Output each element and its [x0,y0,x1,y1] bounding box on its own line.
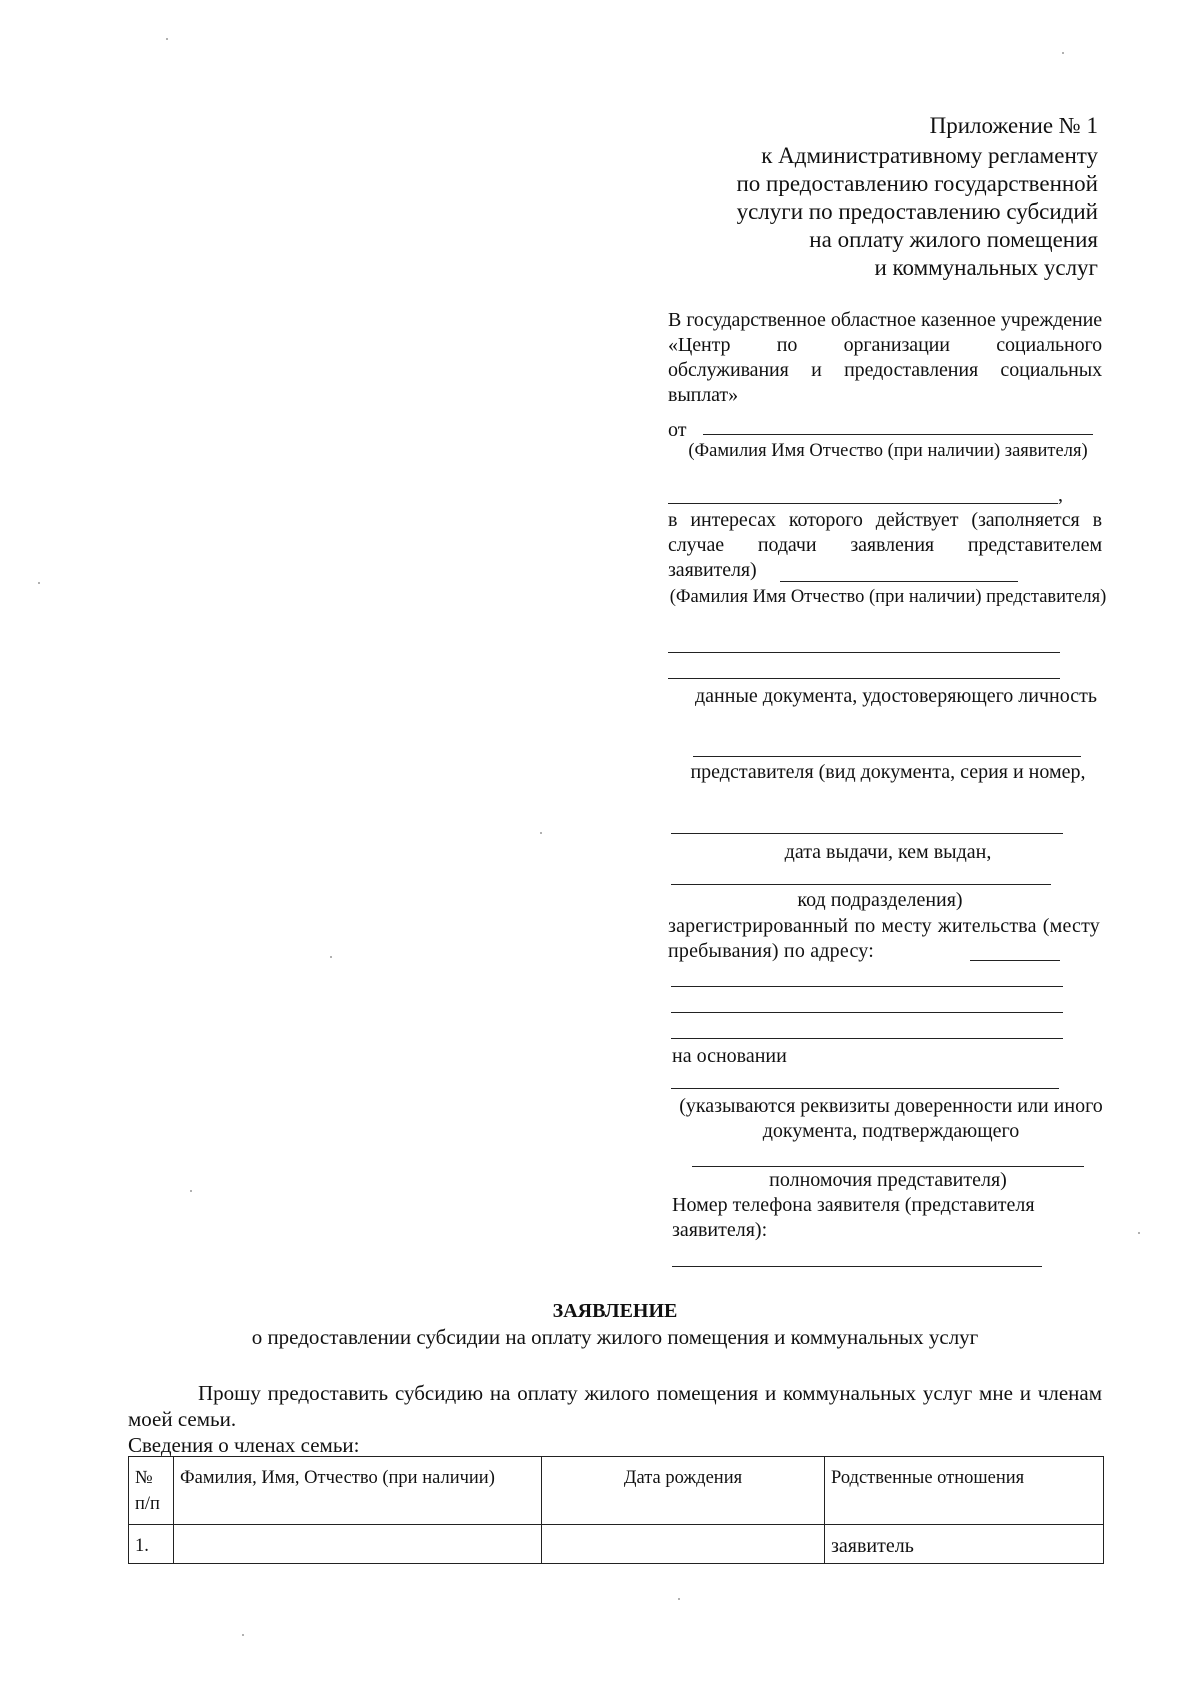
document-subtitle: о предоставлении субсидии на оплату жилого помещения и коммунальных услуг [251,1325,979,1349]
recipient-organization: В государственное областное казенное учреждение «Центр по организации социального обслуживания и предоставления социальных выплат» [668,309,1102,406]
scan-speck [678,1598,680,1600]
basis-field-2[interactable] [692,1166,1084,1167]
id-document-field[interactable] [668,678,1060,679]
scan-speck [1062,52,1064,54]
table-header-row [129,1457,1104,1525]
scan-speck [38,582,40,584]
representative-name-field-2[interactable] [668,652,1060,653]
table-row [129,1525,1104,1564]
representative-name-hint: (Фамилия Имя Отчество (при наличии) представителя) [669,587,1107,607]
address-field-3[interactable] [671,1012,1063,1013]
representative-name-field[interactable] [780,581,1018,582]
header-line: и коммунальных услуг [874,255,1098,280]
address-field-4[interactable] [671,1038,1063,1039]
applicant-name-field-cont[interactable] [668,503,1058,504]
code-field[interactable] [671,884,1051,885]
document-title: ЗАЯВЛЕНИЕ [552,1300,678,1322]
scan-speck [190,1190,192,1192]
from-label: от [668,419,687,441]
rep-document-label: представителя (вид документа, серия и номер, [690,761,1086,783]
header-number: № п/п [129,1457,174,1525]
scan-speck [330,956,332,958]
basis-hint-2: полномочия представителя) [769,1169,1007,1191]
id-document-label: данные документа, удостоверяющего личность [695,685,1097,707]
scan-speck [1138,1232,1140,1234]
scan-speck [540,832,542,834]
address-field[interactable] [970,960,1060,961]
scan-speck [242,1634,244,1636]
code-label: код подразделения) [797,889,963,911]
phone-field[interactable] [672,1266,1042,1267]
request-paragraph: Прошу предоставить субсидию на оплату жилого помещения и коммунальных услуг мне и членам моей семьи. [128,1381,1102,1431]
representative-text: в интересах которого действует (заполняется в случае подачи заявления представителем заявителя) [668,509,1102,581]
issue-field[interactable] [671,833,1063,834]
address-field-2[interactable] [671,986,1063,987]
registered-text: зарегистрированный по месту жительства (месту пребывания) по адресу: [668,915,1100,962]
issue-label: дата выдачи, кем выдан, [784,841,992,863]
cell-relationship[interactable]: заявитель [825,1525,1104,1564]
family-members-table [128,1456,1104,1564]
comma: , [1058,484,1063,506]
header-relationship: Родственные отношения [825,1457,1104,1525]
cell-birth-date[interactable] [542,1525,825,1564]
header-line: услуги по предоставлению субсидий [736,199,1098,224]
header-line: на оплату жилого помещения [809,227,1098,252]
rep-document-field[interactable] [693,756,1081,757]
appendix-header [736,112,1098,282]
phone-label: Номер телефона заявителя (представителя заявителя): [672,1194,1035,1241]
applicant-name-hint: (Фамилия Имя Отчество (при наличии) заявителя) [688,441,1088,461]
basis-label: на основании [672,1045,787,1067]
cell-full-name[interactable] [174,1525,542,1564]
applicant-name-field[interactable] [703,434,1093,435]
header-line: к Административному регламенту [761,143,1098,168]
cell-number: 1. [129,1525,174,1564]
header-line: Приложение № 1 [929,113,1098,138]
header-line: по предоставлению государственной [736,171,1098,196]
basis-hint: (указываются реквизиты доверенности или иного документа, подтверждающего [679,1095,1103,1142]
basis-field[interactable] [671,1088,1059,1089]
family-heading: Сведения о членах семьи: [128,1433,360,1457]
header-full-name: Фамилия, Имя, Отчество (при наличии) [174,1457,542,1525]
header-birth-date: Дата рождения [542,1457,825,1525]
scan-speck [166,38,168,40]
